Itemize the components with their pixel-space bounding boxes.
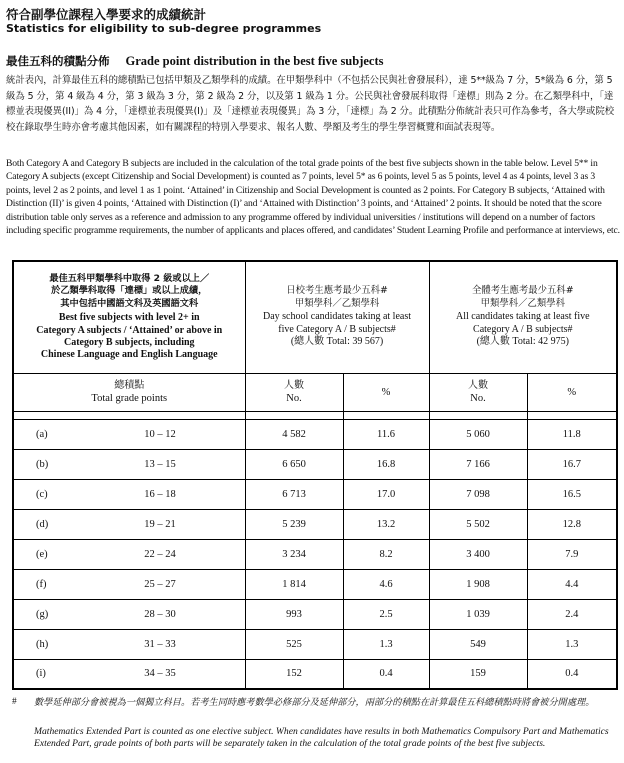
grade-points-cell — [13, 509, 245, 539]
row-label: (d) — [36, 518, 49, 530]
header-criteria-en-line: Category B subjects, including — [63, 337, 195, 348]
grade-points-cell — [13, 539, 245, 569]
table-body — [13, 419, 617, 689]
header-all-candidates-cell — [429, 261, 617, 373]
subheader-grade-en: Total grade points — [91, 393, 168, 404]
header-criteria-en — [18, 312, 241, 362]
grade-points-cell — [13, 479, 245, 509]
table-subheader-row — [13, 373, 617, 411]
table-spacer-row — [13, 411, 617, 419]
grade-points-cell — [13, 449, 245, 479]
header-criteria-en-line: Chinese Language and English Language — [40, 349, 218, 361]
subheader-no-zh: 人數 — [468, 380, 489, 391]
spacer-cell — [527, 411, 617, 419]
spacer-cell — [245, 411, 343, 419]
row-grade-range: 31 – 33 — [144, 638, 176, 650]
intro-paragraph-zh: 統計表內，計算最佳五科的總積點已包括甲類及乙類學科的成績。在甲類學科中（不包括公民與社會發展科），達 5**級為 7 分，5*級為 6 分，第 5 級為 5 分，第 4 級為 4 分，第 3 級為 3 分，第 2 級為 2 分，以及第 1 級為 1 分。公民與社會發展科取得「達標」則為 2 分。在乙類學科中，「達標並表現優異(II)」為 4 分，「達標並表現優異(I)」及「達標並表現優異」為 3 分，「達標」為 2 分。此積點分佈統計表只可作為參考，各大學或院校校在錄取學生時亦會考慮其他因素，如有關課程的特別入學要求、報名人數、學額及考生的學生學習概覽和面試表現等。 — [6, 75, 615, 133]
footnote-mark: # — [12, 697, 17, 707]
all-percent-cell: 16.5 — [527, 479, 617, 509]
all-percent-cell: 16.7 — [527, 449, 617, 479]
section-title — [6, 53, 384, 69]
day-percent-cell: 2.5 — [343, 599, 429, 629]
grade-distribution-table — [12, 260, 618, 690]
table-row — [13, 419, 617, 449]
row-label: (g) — [36, 608, 49, 620]
header-all-en2: Category A / B subjects# — [473, 323, 573, 335]
header-all-zh1: 全體考生應考最少五科# — [471, 285, 574, 297]
day-percent-cell: 4.6 — [343, 569, 429, 599]
row-grade-range: 10 – 12 — [144, 428, 176, 440]
table-row — [13, 479, 617, 509]
subheader-no-en: No. — [470, 393, 486, 404]
header-criteria-zh — [18, 273, 241, 311]
day-percent-cell: 1.3 — [343, 629, 429, 659]
row-label: (h) — [36, 638, 49, 650]
subheader-all-no — [429, 373, 527, 411]
all-percent-cell: 7.9 — [527, 539, 617, 569]
grade-points-cell — [13, 629, 245, 659]
day-percent-cell: 8.2 — [343, 539, 429, 569]
table-header-row — [13, 261, 617, 373]
header-all-zh2: 甲類學科／乙類學科 — [480, 298, 565, 310]
day-count-cell: 993 — [245, 599, 343, 629]
day-count-cell: 6 650 — [245, 449, 343, 479]
all-count-cell: 549 — [429, 629, 527, 659]
all-count-cell: 5 502 — [429, 509, 527, 539]
table-row — [13, 539, 617, 569]
header-all-total: (總人數 Total: 42 975) — [476, 336, 569, 348]
section-title-zh: 最佳五科的積點分佈 — [6, 54, 110, 68]
page-title-zh: 符合副學位課程入學要求的成績統計 — [6, 7, 207, 22]
all-count-cell: 159 — [429, 659, 527, 689]
spacer-cell — [343, 411, 429, 419]
row-label: (e) — [36, 548, 48, 560]
footnote-zh: 數學延伸部分會被視為一個獨立科目。若考生同時應考數學必修部分及延伸部分，兩部分的積點在計算最佳五科總積點時將會被分開處理。 — [34, 697, 595, 708]
subheader-grade-zh: 總積點 — [114, 380, 145, 391]
grade-points-cell — [13, 569, 245, 599]
header-day-zh1: 日校考生應考最少五科# — [286, 285, 388, 297]
header-criteria-cell — [13, 261, 245, 373]
section-title-en: Grade point distribution in the best five subjects — [125, 54, 384, 68]
header-criteria-zh-line: 其中包括中國語文科及英國語文科 — [60, 297, 199, 309]
subheader-all-pct — [527, 373, 617, 411]
spacer-cell — [13, 411, 245, 419]
footnote-en: Mathematics Extended Part is counted as one elective subject. When candidates have results in both Mathematics Compulsory Part and Mathematics Extended Part, grade points of both parts will be separately taken in the calculation of the total grade points of the best five subjects. — [34, 726, 609, 749]
header-criteria-zh-line: 於乙類學科取得「達標」或以上成績， — [51, 285, 208, 297]
subheader-pct: % — [567, 386, 577, 398]
row-grade-range: 28 – 30 — [144, 608, 176, 620]
row-label: (f) — [36, 578, 47, 590]
header-day-en1: Day school candidates taking at least — [263, 310, 412, 322]
row-grade-range: 19 – 21 — [144, 518, 176, 530]
subheader-day-no — [245, 373, 343, 411]
row-grade-range: 34 – 35 — [144, 668, 176, 680]
day-percent-cell: 13.2 — [343, 509, 429, 539]
day-count-cell: 5 239 — [245, 509, 343, 539]
header-criteria-zh-line: 最佳五科甲類學科中取得 2 級或以上／ — [49, 272, 210, 284]
all-percent-cell: 2.4 — [527, 599, 617, 629]
grade-points-cell — [13, 599, 245, 629]
day-count-cell: 3 234 — [245, 539, 343, 569]
intro-paragraph-en: Both Category A and Category B subjects are included in the calculation of the total grade points of the best five subjects shown in the table below. Level 5** in Category A subjects (except Citizenship and Social Development) is counted as 7 points, level 5* as 6 points, level 5 as 5 points, level 4 as 4 points, level 3 as 3 points, level 2 as 2 points, and level 1 as 1 point. ‘Attained’ in Citizenship and Social Development is counted as 2 points. For Category B subjects, ‘Attained with Distinction (II)’ is given 4 points, ‘Attained with Distinction (I)’ and ‘Attained with Distinction’ 3 points, and ‘Attained’ 2 points. It should be noted that the score distribution table only serves as a reference and admission to any programme offered by individual universities / institutions will depend on a number of factors including specific programme requirements, the number of applicants and places offered, and candidates’ Student Learning Profile and performance at interviews, etc. — [6, 158, 620, 237]
subheader-no-zh: 人數 — [284, 380, 304, 391]
subheader-grade-points — [13, 373, 245, 411]
header-day-en2: five Category A / B subjects# — [278, 323, 396, 335]
table-row — [13, 629, 617, 659]
all-percent-cell: 0.4 — [527, 659, 617, 689]
page-title-en: Statistics for eligibility to sub-degree programmes — [6, 22, 322, 35]
table-row — [13, 509, 617, 539]
grade-points-cell — [13, 419, 245, 449]
header-day-total: (總人數 Total: 39 567) — [290, 336, 384, 348]
row-label: (a) — [36, 428, 48, 440]
all-percent-cell: 12.8 — [527, 509, 617, 539]
all-count-cell: 3 400 — [429, 539, 527, 569]
row-grade-range: 13 – 15 — [144, 458, 176, 470]
all-percent-cell: 11.8 — [527, 419, 617, 449]
table-row — [13, 599, 617, 629]
row-grade-range: 25 – 27 — [144, 578, 176, 590]
all-count-cell: 1 039 — [429, 599, 527, 629]
row-grade-range: 22 – 24 — [144, 548, 176, 560]
header-day-zh2: 甲類學科／乙類學科 — [294, 298, 380, 310]
row-label: (i) — [36, 668, 46, 680]
subheader-no-en: No. — [286, 393, 302, 404]
table-row — [13, 659, 617, 689]
row-label: (c) — [36, 488, 48, 500]
row-label: (b) — [36, 458, 49, 470]
grade-points-cell — [13, 659, 245, 689]
day-percent-cell: 11.6 — [343, 419, 429, 449]
day-percent-cell: 0.4 — [343, 659, 429, 689]
all-percent-cell: 1.3 — [527, 629, 617, 659]
day-percent-cell: 16.8 — [343, 449, 429, 479]
day-count-cell: 525 — [245, 629, 343, 659]
header-all-en1: All candidates taking at least five — [455, 310, 590, 322]
header-day-school-cell — [245, 261, 429, 373]
table-row — [13, 569, 617, 599]
all-count-cell: 1 908 — [429, 569, 527, 599]
header-criteria-en-line: Category A subjects / ‘Attained’ or above in — [36, 324, 223, 336]
header-criteria-en-line: Best five subjects with level 2+ in — [58, 312, 200, 324]
all-count-cell: 5 060 — [429, 419, 527, 449]
day-count-cell: 4 582 — [245, 419, 343, 449]
day-count-cell: 6 713 — [245, 479, 343, 509]
subheader-day-pct — [343, 373, 429, 411]
row-grade-range: 16 – 18 — [144, 488, 176, 500]
subheader-pct: % — [381, 386, 391, 398]
table-row — [13, 449, 617, 479]
all-count-cell: 7 098 — [429, 479, 527, 509]
day-count-cell: 152 — [245, 659, 343, 689]
day-percent-cell: 17.0 — [343, 479, 429, 509]
day-count-cell: 1 814 — [245, 569, 343, 599]
all-count-cell: 7 166 — [429, 449, 527, 479]
spacer-cell — [429, 411, 527, 419]
all-percent-cell: 4.4 — [527, 569, 617, 599]
